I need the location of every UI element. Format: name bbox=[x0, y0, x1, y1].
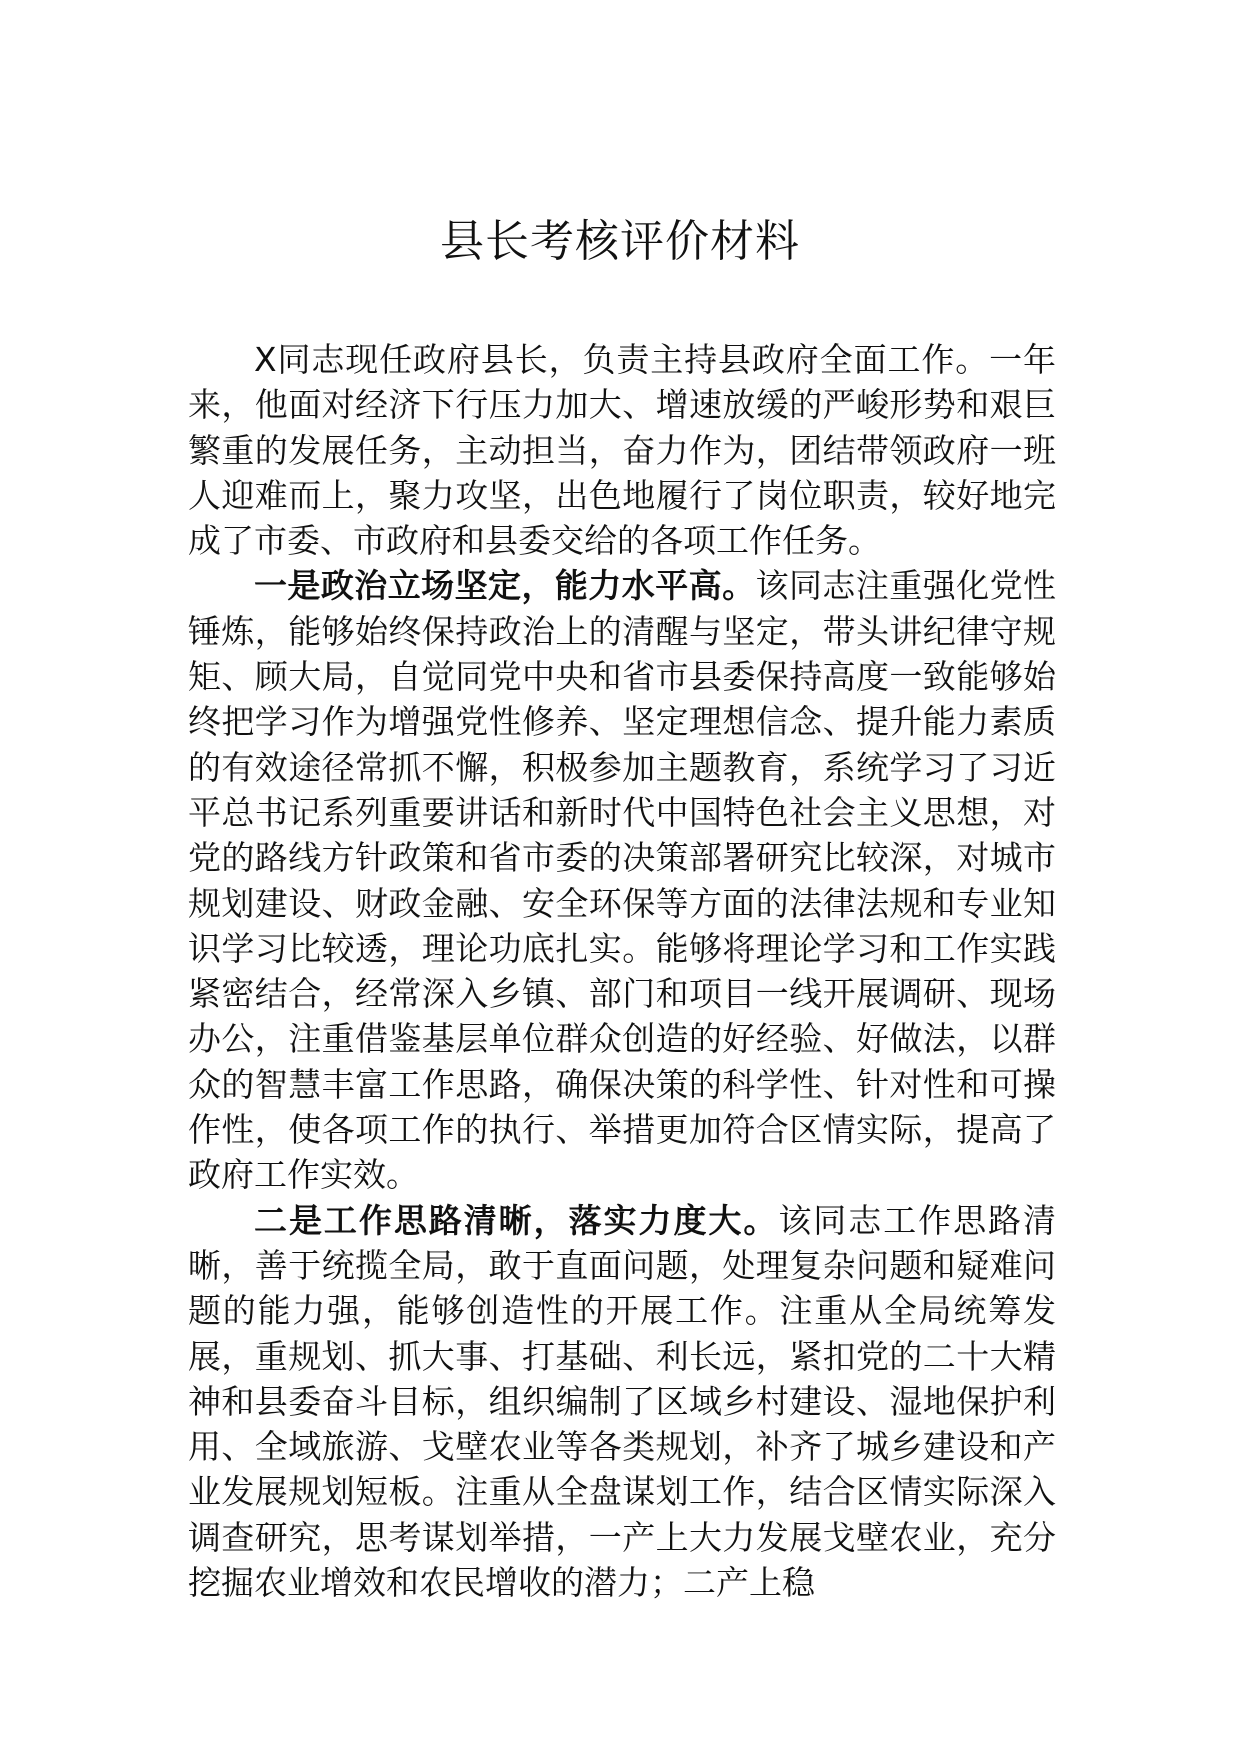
section-text: 该同志工作思路清晰，善于统揽全局，敢于直面问题，处理复杂问题和疑难问题的能力强，能够创造性的开展工作。注重从全局统筹发展，重规划、抓大事、打基础、利长远，紧扣党的二十大精神和县委奋斗目标，组织编制了区域乡村建设、湿地保护利用、全域旅游、戈壁农业等各类规划，补齐了城乡建设和产业发展规划短板。注重从全盘谋划工作，结合区情实际深入调查研究，思考谋划举措，一产上大力发展戈壁农业，充分挖掘农业增效和农民增收的潜力；二产上稳 bbox=[188, 1200, 1057, 1603]
document-title: 县长考核评价材料 bbox=[440, 216, 800, 267]
section-heading: 二是工作思路清晰，落实力度大。 bbox=[254, 1200, 779, 1240]
intro-paragraph: X同志现任政府县长，负责主持县政府全面工作。一年来，他面对经济下行压力加大、增速放缓的严峻形势和艰巨繁重的发展任务，主动担当，奋力作为，团结带领政府一班人迎难而上，聚力攻坚，出色地履行了岗位职责，较好地完成了市委、市政府和县委交给的各项工作任务。 bbox=[188, 340, 1056, 561]
document-body bbox=[188, 337, 1056, 1605]
section-heading: 一是政治立场坚定，能力水平高。 bbox=[254, 566, 756, 606]
section-paragraph-work-approach bbox=[188, 1198, 1056, 1606]
section-text: 该同志注重强化党性锤炼，能够始终保持政治上的清醒与坚定，带头讲纪律守规矩、顾大局，自觉同党中央和省市县委保持高度一致能够始终把学习作为增强党性修养、坚定理想信念、提升能力素质的有效途径常抓不懈，积极参加主题教育，系统学习了习近平总书记系列重要讲话和新时代中国特色社会主义思想，对党的路线方针政策和省市委的决策部署研究比较深，对城市规划建设、财政金融、安全环保等方面的法律法规和专业知识学习比较透，理论功底扎实。能够将理论学习和工作实践紧密结合，经常深入乡镇、部门和项目一线开展调研、现场办公，注重借鉴基层单位群众创造的好经验、好做法，以群众的智慧丰富工作思路，确保决策的科学性、针对性和可操作性，使各项工作的执行、举措更加符合区情实际，提高了政府工作实效。 bbox=[188, 566, 1057, 1195]
section-paragraph-political bbox=[188, 563, 1056, 1197]
